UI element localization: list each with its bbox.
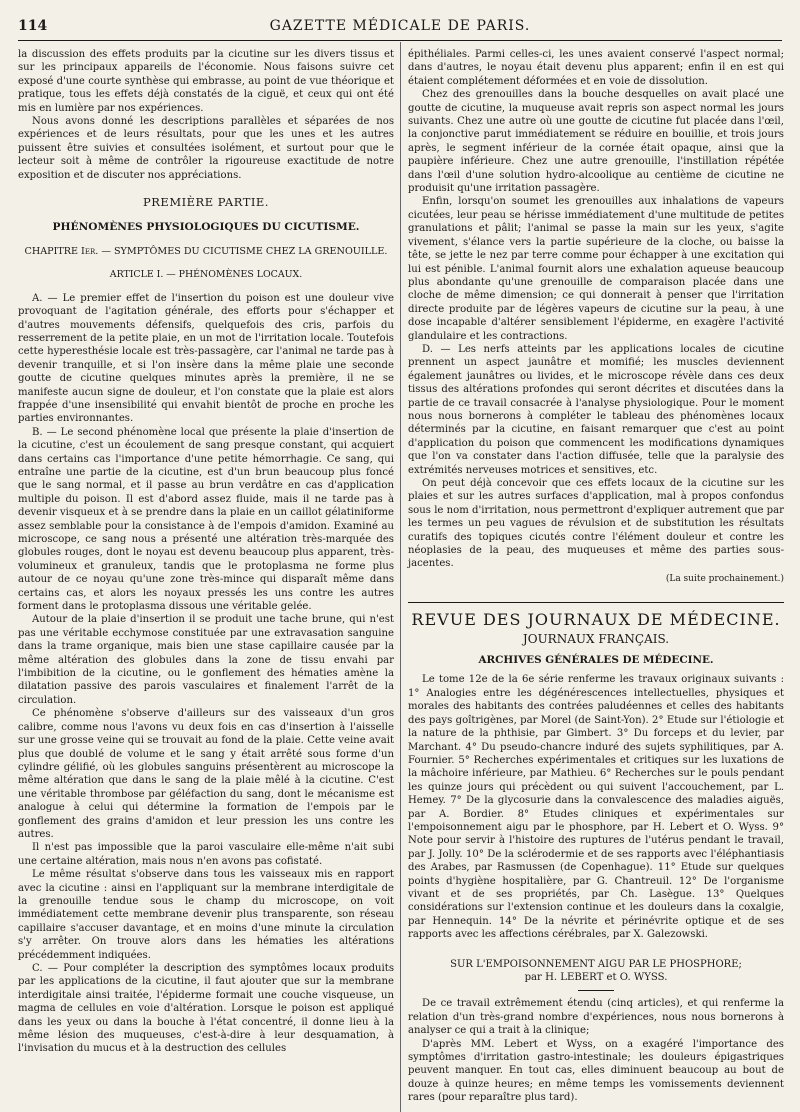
section-subtitle: JOURNAUX FRANÇAIS. (522, 631, 670, 646)
paragraph: Le même résultat s'observe dans tous les vaisseaux mis en rapport avec la cicutine : ainsi en l'appliquant sur la membrane interdigitale de la grenouille tendue sous le champ du microscope, on voit immédiatement cette membrane devenir plus transparente, son réseau capillaire s'accuser davantage, et en moins d'une minute la circulation s'y arrêter. On trouve alors dans les hématies les altérations précédemment indiquées. (18, 869, 394, 961)
paragraph: A. — Le premier effet de l'insertion du poison est une douleur vive provoquant de l'agitation générale, des efforts pour s'échapper et d'autres mouvements défensifs, quelquefois des cris, parfois du resserrement de la petite plaie, en un mot de l'irritation locale. Toutefois cette hyperesthésie locale est très-passagère, car l'animal ne tarde pas à devenir tranquille, et si l'on insère dans la même plaie une seconde goutte de cicutine quelques minutes après la première, il ne se manifeste aucun signe de douleur, et l'on constate que la plaie est alors frappée d'une insensibilité qui envahit bientôt de proche en proche les parties environnantes. (18, 292, 394, 425)
paragraph: D'après MM. Lebert et Wyss, on a exagéré l'importance des symptômes d'irritation gastro-intestinale; les douleurs épigastriques peuvent manquer. En tout cas, elles diminuent beaucoup au bout de douze à quinze heures; en même temps les vomissements deviennent rares (pour reparaître plus tard). (408, 1038, 784, 1104)
paragraph: Ce phénomène s'observe d'ailleurs sur des vaisseaux d'un gros calibre, comme nous l'avons vu deux fois en cas d'insertion à l'aisselle sur une grosse veine qui se trouvait au fond de la plaie. Cette veine avait plus que doublé de volume et le sang y était arrêté sous forme d'un cylindre gélifié, où les globules sanguins présentèrent au microscope la même altération que dans le sang de la plaie mêlé à la cicutine. C'est une véritable thrombose par géléfaction du sang, dont le mécanisme est analogue à celui qui détermine la formation de l'empois par le gonflement des grains d'amidon et leur pression les uns contre les autres. (18, 708, 394, 840)
column-rule (400, 42, 401, 1112)
paragraph: Il n'est pas impossible que la paroi vasculaire elle-même n'ait subi une certaine altération, mais nous n'en avons pas cofistaté. (18, 842, 394, 867)
paragraph: la discussion des effets produits par la cicutine sur les divers tissus et sur les principaux appareils de l'économie. Nous faisons suivre cet exposé d'une courte synthèse qui embrasse, au point de vue théorique et pratique, tous les effets déjà constatés de la ciguë, et ceux qui ont été mis en lumière par nos expériences. (18, 49, 394, 114)
separator (578, 990, 614, 991)
paragraph: Chez des grenouilles dans la bouche desquelles on avait placé une goutte de cicutine, la muqueuse avait repris son aspect normal les jours suivants. Chez une autre où une goutte de cicutine fut placée dans l'œil, la conjonctive parut immédiatement se réduire en bouillie, et trois jours après, le segment inférieur de la cornée était opaque, ainsi que la paupière inférieure. Chez une autre grenouille, l'instillation répétée dans l'œil d'une solution hydro-alcoolique au centième de cicutine ne produisit qu'une irritation passagère. (408, 89, 784, 195)
paragraph: Autour de la plaie d'insertion il se produit une tache brune, qui n'est pas une véritable ecchymose constituée par une extravasation sanguine dans la trame organique, mais bien une stase capillaire causée par la même altération des globules dans la zone de tissu envahi par l'imbibition de la cicutine, ou le gonflement des hématies amène la dilatation passive des parois vasculaires et finalement l'arrêt de la circulation. (18, 614, 394, 706)
paragraph: On peut déjà concevoir que ces effets locaux de la cicutine sur les plaies et sur les autres surfaces d'application, mal à propos confondus sous le nom d'irritation, nous permettront d'expliquer autrement que par les termes un peu vagues de révulsion et de substitution les résultats curatifs des topiques cicutés contre l'élément douleur et contre les néoplasies de la peau, des muqueuses et même des parties sous-jacentes. (408, 478, 784, 570)
article-authors: par H. LEBERT et O. WYSS. (524, 972, 668, 983)
right-column (408, 48, 784, 1105)
continued-note: (La suite prochainement.) (665, 573, 784, 584)
chapter-heading: CHAPITRE Ier. — SYMPTÔMES DU CICUTISME CHEZ LA GRENOUILLE. (24, 245, 388, 257)
page-header (18, 16, 782, 41)
section-title: REVUE DES JOURNAUX DE MÉDECINE. (408, 602, 784, 626)
journal-title: GAZETTE MÉDICALE DE PARIS. (269, 18, 531, 34)
paragraph: Nous avons donné les descriptions parallèles et séparées de nos expériences et de leurs résultats, pour que les unes et les autres puissent être suivies et consultées isolément, et surtout pour que le lecteur soit à même de contrôler la rigoureuse exactitude de notre exposition et de discuter nos appréciations. (18, 116, 394, 181)
page-number: 114 (18, 18, 48, 34)
part-title: PREMIÈRE PARTIE. (143, 195, 269, 210)
paragraph: D. — Les nerfs atteints par les applications locales de cicutine prennent un aspect jaunâtre et momifié; les muscles deviennent également jaunâtres ou livides, et le microscope révèle dans ces deux tissus des altérations profondes qui seront décrites et discutées dans la partie de ce travail consacrée à l'analyse physiologique. Pour le moment nous nous bornerons à compléter le tableau des phénomènes locaux déterminés par la cicutine, en faisant remarquer que c'est au point d'application du poison que commencent les modifications dynamiques que l'on va constater dans l'action diffusée, telle que la paralysie des extrémités nerveuses motrices et sensitives, etc. (408, 343, 784, 476)
paragraph: B. — Le second phénomène local que présente la plaie d'insertion de la cicutine, c'est un écoulement de sang presque constant, qui acquiert dans certains cas l'importance d'une petite hémorrhagie. Ce sang, qui entraîne une partie de la cicutine, est d'un brun beaucoup plus foncé que le sang normal, et il passe au brun verdâtre en cas d'application multiple du poison. Il est d'abord assez fluide, mais il ne tarde pas à devenir visqueux et à se prendre dans la plaie en un caillot gélatiniforme assez semblable pour la consistance à de l'empois d'amidon. Examiné au microscope, ce sang nous a présenté une altération très-marquée des globules rouges, dont le noyau est devenu beaucoup plus apparent, très-volumineux et granuleux, tandis que le protoplasma ne forme plus autour de ce noyau qu'une zone très-mince qui disparaît même dans certains cas, et alors les noyaux pressés les uns contre les autres forment dans le protoplasma dissous une véritable gelée. (18, 426, 394, 613)
left-column (18, 48, 394, 1056)
journal-heading: ARCHIVES GÉNÉRALES DE MÉDECINE. (478, 654, 714, 667)
paragraph: Enfin, lorsqu'on soumet les grenouilles aux inhalations de vapeurs cicutées, leur peau se hérisse immédiatement d'une multitude de petites granulations et pâlit; l'animal se passe la main sur les yeux, s'agite vivement, s'élance vers la partie supérieure de la cloche, ou baisse la tête, se jette le nez par terre comme pour échapper à une excitation qui lui est pénible. L'animal fournit alors une exhalation aqueuse beaucoup plus abondante qu'une grenouille de comparaison placée dans une cloche de même dimension; ce qui donnerait à penser que l'irritation directe produite par de légères vapeurs de cicutine sur la peau, à une dose incapable d'altérer sensiblement l'épiderme, en exagère l'activité glandulaire et les contractions. (408, 196, 784, 342)
article-heading: ARTICLE I. — PHÉNOMÈNES LOCAUX. (109, 269, 303, 281)
article-title: SUR L'EMPOISONNEMENT AIGU PAR LE PHOSPHORE; (450, 958, 742, 970)
paragraph: épithéliales. Parmi celles-ci, les unes avaient conservé l'aspect normal; dans d'autres, le noyau était devenu plus apparent; enfin il en est qui étaient complétement déformées et en voie de dissolution. (408, 49, 784, 87)
part-subtitle: PHÉNOMÈNES PHYSIOLOGIQUES DU CICUTISME. (52, 221, 360, 234)
paragraph: C. — Pour compléter la description des symptômes locaux produits par les applications de la cicutine, il faut ajouter que sur la membrane interdigitale ainsi traitée, l'épiderme formait une couche visqueuse, un magma de cellules en voie d'altération. Lorsque le poison est appliqué dans les yeux ou dans la bouche à l'état concentré, il donne lieu à la même lésion des muqueuses, c'est-à-dire à leur desquamation, à l'invisation du mucus et à la destruction des cellules (18, 963, 394, 1055)
paragraph: Le tome 12e de la 6e série renferme les travaux originaux suivants : 1° Analogies entre les dégénérescences intellectuelles, physiques et morales des habitants des contrées paludéennes et celles des habitants des pays goîtrigènes, par Morel (de Saint-Yon). 2° Etude sur l'étiologie et la nature de la phthisie, par Gimbert. 3° Du forceps et du levier, par Marchant. 4° Du pseudo-chancre induré des sujets syphilitiques, par A. Fournier. 5° Recherches expérimentales et critiques sur les luxations de la mâchoire inférieure, par Mathieu. 6° Recherches sur le pouls pendant les quinze jours qui précèdent ou qui suivent l'accouchement, par L. Hemey. 7° De la glycosurie dans la convalescence des maladies aiguës, par A. Bordier. 8° Etudes cliniques et expérimentales sur l'empoisonnement aigu par le phosphore, par H. Lebert et O. Wyss. 9° Note pour servir à l'histoire des ruptures de l'utérus pendant le travail, par J. Jolly. 10° De la sclérodermie et de ses rapports avec l'éléphantiasis des Arabes, par Rasmussen (de Copenhague). 11° Etude sur quelques points d'hygiène hospitalière, par G. Chantreuil. 12° De l'organisme vivant et de ses propriétés, par Ch. Lasègue. 13° Quelques considérations sur l'extension continue et les douleurs dans la coxalgie, par Hennequin. 14° De la névrite et périnévrite optique et de ses rapports avec les affections cérébrales, par X. Galezowski. (408, 674, 784, 941)
paragraph: De ce travail extrêmement étendu (cinq articles), et qui renferme la relation d'un très-grand nombre d'expériences, nous nous bornerons à analyser ce qui a trait à la clinique; (408, 998, 784, 1037)
